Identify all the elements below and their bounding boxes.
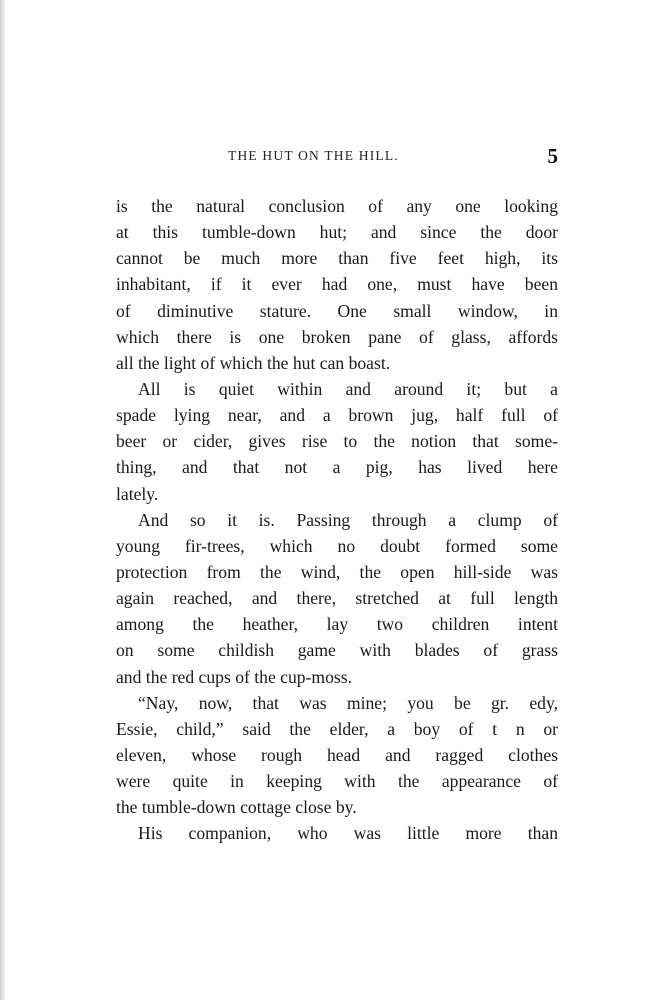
page-number: 5 — [547, 144, 558, 168]
text-line: at this tumble-down hut; and since the door — [116, 222, 558, 243]
body-text — [116, 193, 558, 847]
text-line: of diminutive stature. One small window, in — [116, 300, 558, 321]
text-line: is the natural conclusion of any one looking — [116, 196, 558, 216]
text-line: thing, and that not a pig, has lived here — [116, 457, 558, 478]
text-line: All is quiet within and around it; but a — [138, 378, 558, 399]
text-line: Essie, child,” said the elder, a boy of t n or — [116, 718, 558, 739]
text-line: among the heather, lay two children intent — [116, 614, 558, 635]
text-line: which there is one broken pane of glass, affords — [116, 326, 558, 347]
running-title: THE HUT ON THE HILL. — [228, 148, 399, 163]
text-line: young fir-trees, which no doubt formed some — [116, 535, 558, 556]
text-line: were quite in keeping with the appearance of — [116, 771, 558, 792]
text-line: and the red cups of the cup-moss. — [116, 666, 352, 687]
text-line: again reached, and there, stretched at full length — [116, 588, 558, 609]
text-line: protection from the wind, the open hill-side was — [116, 561, 558, 582]
text-line: His companion, who was little more than — [138, 823, 558, 844]
text-line: spade lying near, and a brown jug, half full of — [116, 405, 558, 426]
text-line: cannot be much more than five feet high, its — [116, 248, 558, 269]
text-line: all the light of which the hut can boast. — [116, 352, 391, 373]
text-line: inhabitant, if it ever had one, must have been — [116, 274, 558, 295]
text-line: the tumble-down cottage close by. — [116, 797, 357, 818]
running-head — [116, 146, 558, 170]
page-edge — [0, 0, 5, 1000]
text-line: lately. — [116, 483, 159, 504]
text-line: “Nay, now, that was mine; you be gr. edy, — [138, 692, 558, 713]
text-line: beer or cider, gives rise to the notion that some- — [116, 431, 558, 452]
text-line: And so it is. Passing through a clump of — [138, 509, 558, 530]
text-line: on some childish game with blades of grass — [116, 640, 558, 661]
text-line: eleven, whose rough head and ragged clothes — [116, 744, 558, 765]
